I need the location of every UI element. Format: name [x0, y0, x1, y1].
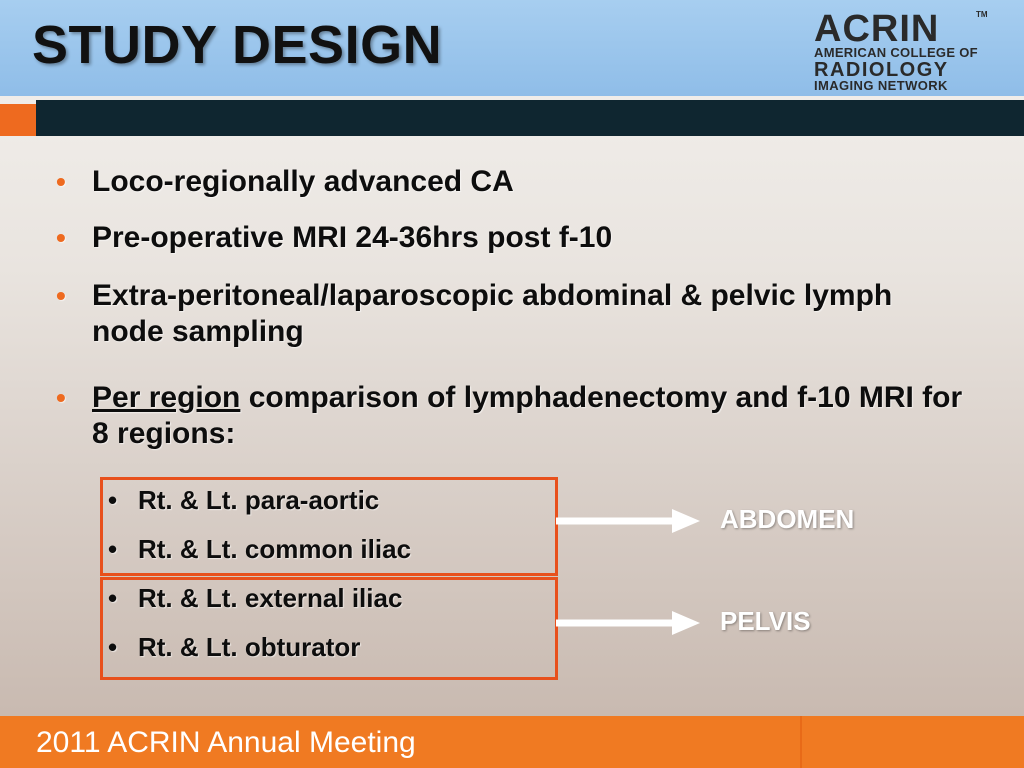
title-bar [0, 0, 1024, 96]
pelvis-arrow-icon [554, 608, 704, 638]
bullet-dot: • [56, 382, 66, 413]
sub-bullet-text: Rt. & Lt. para-aortic [138, 485, 380, 515]
abdomen-label: ABDOMEN [720, 504, 855, 534]
logo-name: ACRIN [814, 8, 940, 50]
logo-line-3: IMAGING NETWORK [814, 78, 948, 93]
sub-bullet-text: Rt. & Lt. common iliac [138, 534, 412, 564]
bullet-rest: comparison of lymphadenectomy and f-10 MRI for 8 regions: [92, 381, 963, 450]
bullet-dot: • [108, 534, 118, 564]
footer-text: 2011 ACRIN Annual Meeting [36, 726, 416, 759]
pelvis-label: PELVIS [720, 606, 811, 636]
bullet-dot: • [56, 166, 66, 197]
header-band [36, 100, 1024, 136]
logo-trademark: TM [976, 10, 988, 19]
sub-bullet-text: Rt. & Lt. obturator [138, 632, 361, 662]
bullet-text [92, 380, 972, 452]
sub-bullet-item [108, 484, 380, 516]
bullet-dot: • [108, 485, 118, 515]
sub-bullet-item [108, 631, 361, 663]
bullet-text: Extra-peritoneal/laparoscopic abdominal & pelvic lymph node sampling [92, 279, 893, 348]
logo-line-2: RADIOLOGY [814, 59, 949, 81]
sub-bullet-item [108, 533, 412, 565]
acrin-logo [808, 8, 988, 93]
footer-bar [0, 716, 1024, 768]
bullet-dot: • [56, 222, 66, 253]
bullet-dot: • [56, 280, 66, 311]
bullet-text: Loco-regionally advanced CA [92, 165, 514, 198]
bullet-dot: • [108, 632, 118, 662]
bullet-item [56, 220, 962, 256]
footer-divider [800, 716, 802, 768]
abdomen-arrow-icon [554, 506, 704, 536]
bullet-dot: • [108, 583, 118, 613]
bullet-item [56, 278, 922, 350]
accent-tab [0, 104, 36, 136]
slide-title: STUDY DESIGN [32, 15, 443, 75]
bullet-item [56, 380, 972, 452]
sub-bullet-item [108, 582, 403, 614]
logo-line-1: AMERICAN COLLEGE OF [814, 45, 978, 60]
underlined-phrase: Per region [92, 381, 241, 414]
bullet-item [56, 164, 962, 200]
bullet-text: Pre-operative MRI 24-36hrs post f-10 [92, 221, 613, 254]
sub-bullet-text: Rt. & Lt. external iliac [138, 583, 403, 613]
